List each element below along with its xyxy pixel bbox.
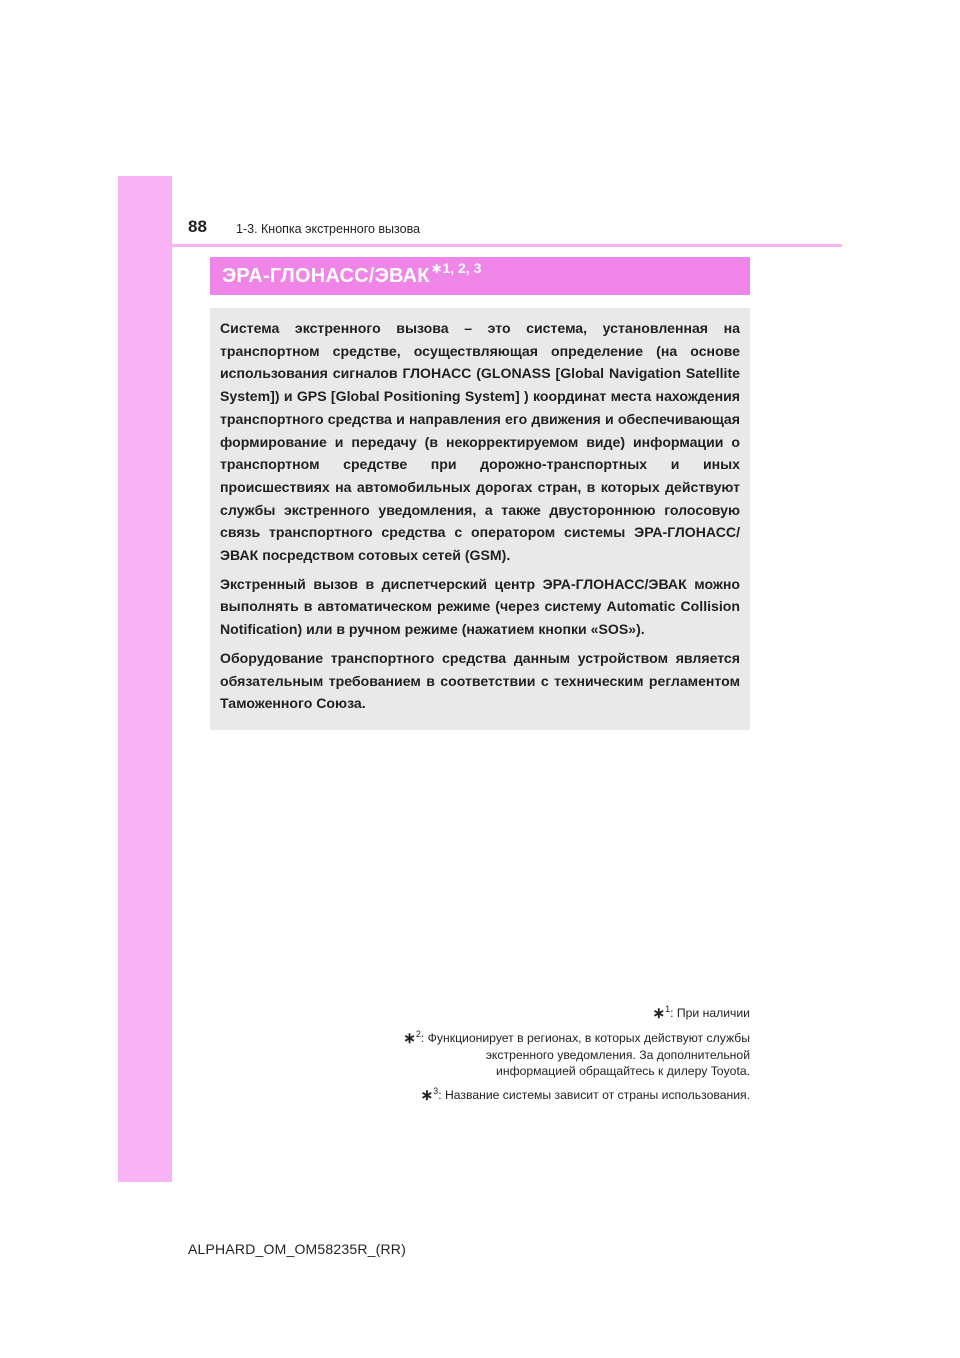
footnote-line — [370, 1005, 750, 1022]
page-number: 88 — [188, 217, 207, 236]
asterisk-mark: ∗ — [420, 1087, 434, 1104]
footnotes — [370, 1005, 750, 1112]
body-paragraph: Оборудование транспортного средства данным устройством является обязательным требованием в соответствии с техническим регламентом Таможенного Союза. — [220, 649, 740, 712]
section-title: ЭРА-ГЛОНАСС/ЭВАК — [222, 265, 430, 287]
header-divider — [172, 244, 842, 247]
footnote-line — [370, 1087, 750, 1104]
footnote-line: информацией обращайтесь к дилеру Toyota. — [496, 1064, 750, 1078]
asterisk-mark: ∗ — [430, 259, 443, 276]
footnote-number: 2 — [415, 1029, 421, 1039]
footnote-line — [370, 1030, 750, 1047]
document-code: ALPHARD_OM_OM58235R_(RR) — [188, 1241, 406, 1257]
footnote-2 — [370, 1030, 750, 1079]
title-footnote-numbers: 1, 2, 3 — [442, 259, 482, 276]
footnote-number: 1 — [665, 1004, 671, 1014]
footnote-text: : Название системы зависит от страны использования. — [438, 1088, 750, 1102]
asterisk-mark: ∗ — [403, 1030, 416, 1047]
title-footnote-reference — [431, 260, 482, 277]
footnote-text: : Функционирует в регионах, в которых действуют службы — [420, 1031, 750, 1045]
section-title-bar — [210, 257, 750, 295]
section-breadcrumb: 1-3. Кнопка экстренного вызова — [236, 222, 421, 236]
asterisk-mark: ∗ — [652, 1005, 666, 1022]
footnote-3 — [370, 1087, 750, 1104]
body-paragraph: Система экстренного вызова – это система, установленная на транспортном средстве, осуществляющая определение (на основе использования сигналов ГЛОНАСС (GLONASS [Global Navigation Satellite System]) и GPS [Global Positioning System] ) координат места нахождения транспортного средства и направления его движения и обеспечивающая формирование и передачу (в некорректируемом виде) информации о транспортном средстве при дорожно-транспортных и иных происшествиях на автомобильных дорогах стран, в которых действуют службы экстренного уведомления, а также двустороннюю голосовую связь транспортного средства с оператором системы ЭРА-ГЛОНАСС/ЭВАК посредством сотовых сетей (GSM). — [220, 320, 740, 564]
footnote-1 — [370, 1005, 750, 1022]
info-box — [210, 308, 750, 730]
body-paragraph: Экстренный вызов в диспетчерский центр ЭРА-ГЛОНАСС/ЭВАК можно выполнять в автоматическом режиме (через систему Automatic Collision Notification) или в ручном режиме (нажатием кнопки «SOS»). — [220, 575, 740, 638]
footnote-line: экстренного уведомления. За дополнительной — [485, 1048, 750, 1062]
footnote-number: 3 — [433, 1086, 439, 1096]
footnote-text: : При наличии — [670, 1006, 750, 1020]
side-color-band — [118, 176, 172, 1182]
